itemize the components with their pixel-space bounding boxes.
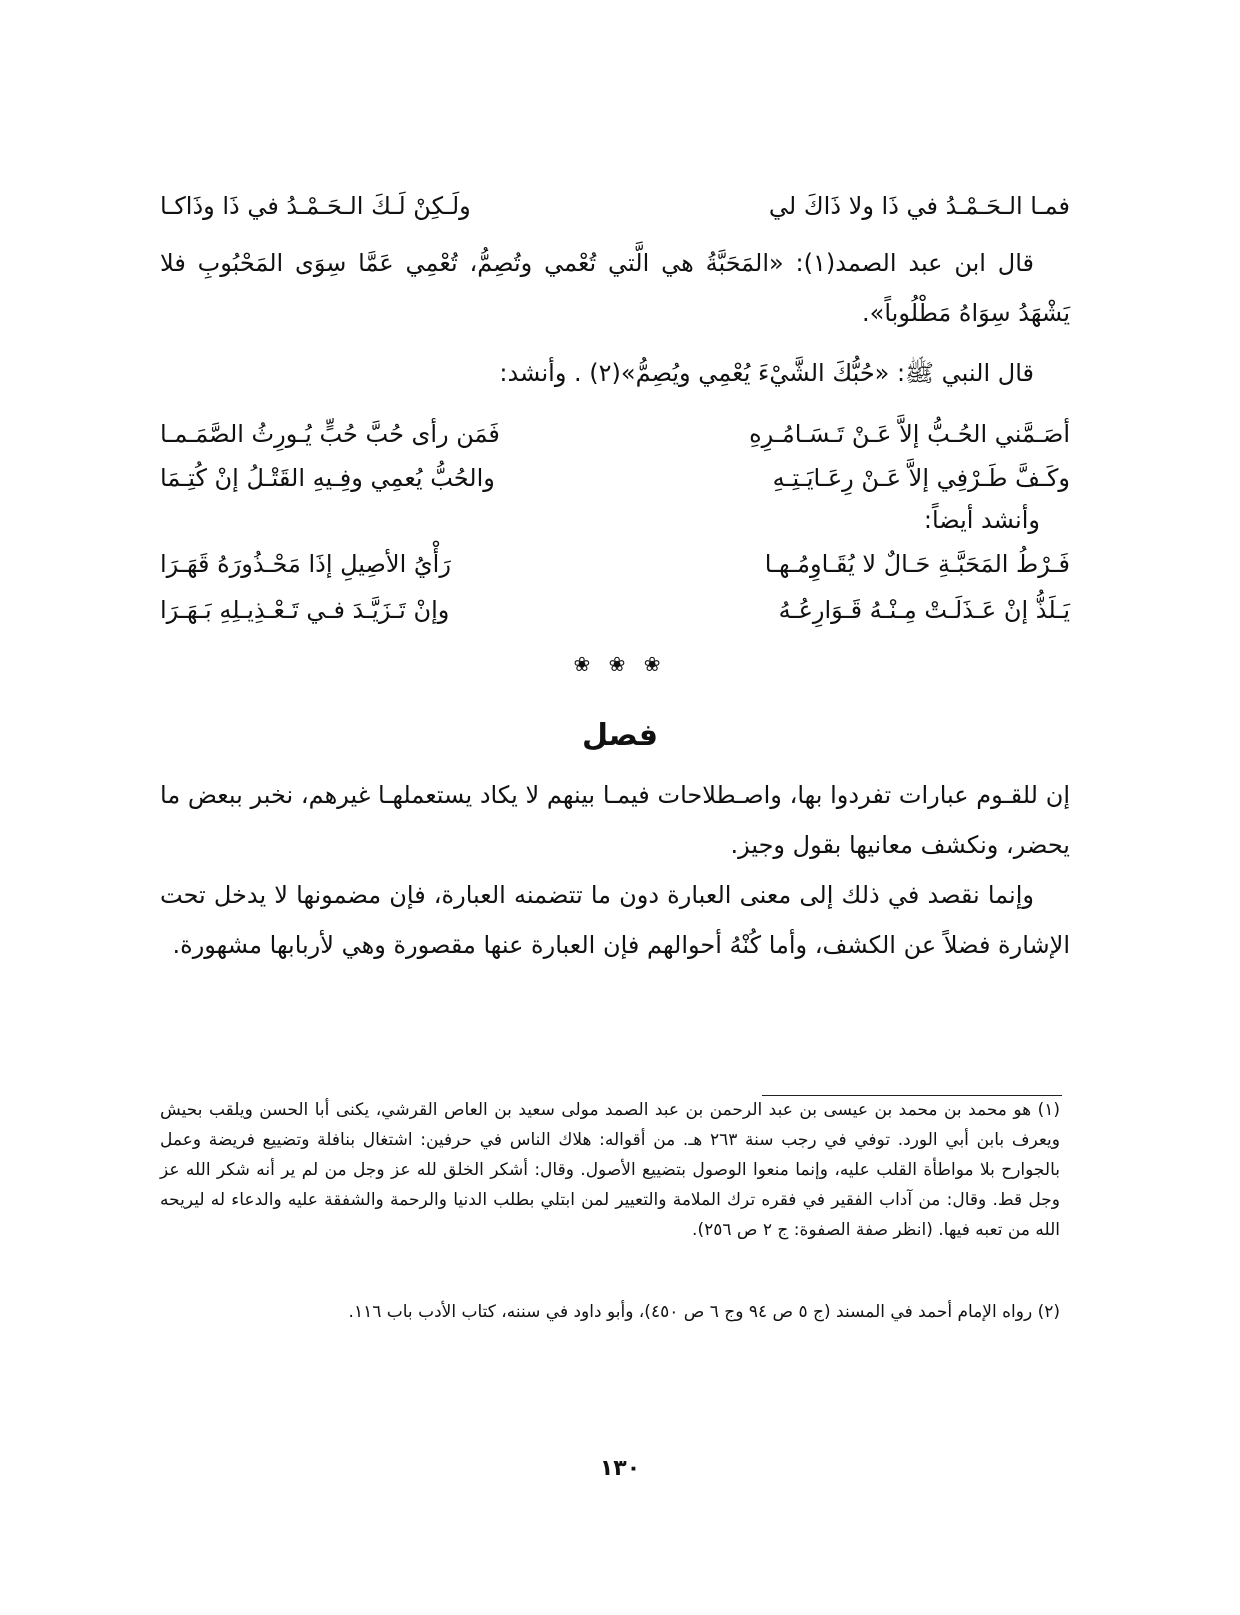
verse-top-first-hemistich: فمـا الـحَـمْـدُ في ذَا ولا ذَاكَ لي [768, 192, 1070, 220]
page-number: ١٣٠ [599, 1456, 641, 1481]
poem-one-line-1-second: فَمَن رأى حُبَّ حُبٍّ يُـورِثُ الصَّمَـمـا [160, 420, 500, 448]
poem-one-line-1-first: أصَـمَّني الحُـبُّ إلاَّ عَـنْ تَـسَـامُـرِهِ [749, 420, 1070, 448]
poem-two-line-2-second: وإنْ تَـزَيَّـدَ فـي تَـعْـذِيـلِهِ بَـهَـرَا [160, 596, 450, 624]
ibn-abd-alsamad-paragraph [160, 238, 1070, 338]
verse-top-second-hemistich: ولَـكِنْ لَـكَ الـحَـمْـدُ في ذَا وذَاكـا [160, 192, 471, 220]
paragraph-two-text: وإنما نقصد في ذلك إلى معنى العبارة دون ما تتضمنه العبارة، فإن مضمونها لا يدخل تحت الإشارة فضلاً عن الكشف، وأما كُنْهُ أحوالهم فإن العبارة عنها مقصورة وهي لأربابها مشهورة. [160, 881, 1070, 959]
footnote-one: (١) هو محمد بن محمد بن عيسى بن عبد الرحمن بن عبد الصمد مولى سعيد بن العاص القرشي، يكنى أبا الحسن ويلقب بحيش ويعرف بابن أبي الورد. توفي في رجب سنة ٢٦٣ هـ. من أقواله: هلاك الناس في حرفين: اشتغال بنافلة وتضييع فريضة وعمل بالجوارح بلا مواطأة القلب عليه، وإنما منعوا الوصول بتضييع الأصول. وقال: أشكر الخلق لله عز وجل من لم ير أنه شكر الله عز وجل قط. وقال: من آداب الفقير في فقره ترك الملامة والتعيير لمن ابتلي بطلب الدنيا والرحمة والشفقة عليه والدعاء له ليريحه الله من تعبه فيها. (انظر صفة الصفوة: ج ٢ ص ٢٥٦). [160, 1100, 1060, 1240]
ornament-stars: ❀ ❀ ❀ [573, 652, 667, 676]
paragraph-one [160, 770, 1070, 870]
poem-one-line-2-second: والحُبُّ يُعمِي وفِـيهِ القَتْـلُ إنْ كُتِـمَا [160, 464, 495, 492]
hadith-line [160, 348, 1070, 398]
footnote-two: (٢) رواه الإمام أحمد في المسند (ج ٥ ص ٩٤ وج ٦ ص ٤٥٠)، وأبو داود في سننه، كتاب الأدب باب ١١٦. [348, 1302, 1060, 1322]
ibn-abd-alsamad-text: قال ابن عبد الصمد(١): «المَحَبَّةُ هي الَّتي تُعْمي وتُصِمُّ، تُعْمِي عَمَّا سِوَى المَحْبُوبِ فلا يَشْهَدُ سِوَاهُ مَطْلُوباً». [160, 249, 1070, 327]
paragraph-one-text: إن للقـوم عبارات تفردوا بها، واصـطلاحات فيمـا بينهم لا يكاد يستعملهـا غيرهم، نخبر ببعض ما يحضر، ونكشف معانيها بقول وجيز. [160, 781, 1070, 859]
poem-one-line-2-first: وكَـفَّ طَـرْفِي إلاَّ عَـنْ رِعَـايَـتِـهِ [772, 464, 1070, 492]
hadith-text: قال النبي ﷺ: «حُبُّكَ الشَّيْءَ يُعْمِي ويُصِمُّ»(٢) . وأنشد: [499, 359, 1034, 387]
poem-two-line-1-second: رَأْيُ الأصِيلِ إذَا مَحْـذُورَهُ قَهَـرَا [160, 550, 451, 578]
poem-two-line-1-first: فَـرْطُ المَحَبَّـةِ حَـالٌ لا يُقَـاوِمُـهـا [764, 550, 1070, 578]
paragraph-two [160, 870, 1070, 970]
poem-two-line-2-first: يَـلَذُّ إنْ عَـذَلَـتْ مِـنْـهُ قَـوَارِعُـهُ [778, 596, 1070, 624]
section-heading: فصل [582, 718, 658, 753]
also-recited-label: وأنشد أيضاً: [923, 506, 1040, 534]
